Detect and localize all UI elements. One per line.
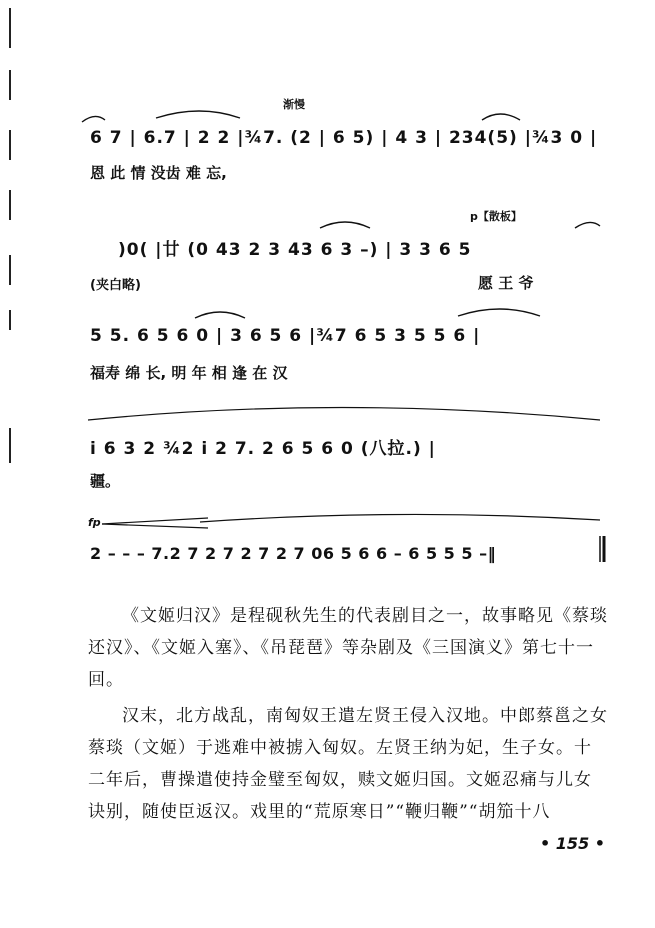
lyric-line: 愿 王 爷	[478, 274, 534, 292]
score-line: )0( |廿 (0 43 2 3 43 6 3 –) | 3 3 6 5	[118, 240, 472, 260]
margin-line	[9, 255, 11, 285]
margin-line	[9, 130, 11, 160]
score-line: 2 – – – 7.2 7 2 7 2 7 2 7 06 5 6 6 – 6 5 5 5 –‖	[90, 544, 497, 563]
score-line: 6 7 | 6.7 | 2 2 |¾7. (2 | 6 5) | 4 3 | 234(5) |¾3 0 |	[90, 128, 598, 148]
body-paragraph: 《文姬归汉》是程砚秋先生的代表剧目之一，故事略见《蔡琰还汉》、《文姬入塞》、《吊琵琶》等杂剧及《三国演义》第七十一回。	[88, 606, 608, 690]
margin-line	[9, 428, 11, 463]
margin-line	[9, 310, 11, 330]
margin-line	[9, 70, 11, 100]
margin-line	[9, 8, 11, 48]
dynamic-mark: fp	[88, 516, 101, 529]
score-line: i 6 3 2 ¾2 i 2 7. 2 6 5 6 0 (八拉.) |	[90, 439, 436, 459]
margin-line	[9, 190, 11, 220]
score-line: 5 5. 6 5 6 0 | 3 6 5 6 |¾7 6 5 3 5 5 6 |	[90, 326, 481, 346]
lyric-line: 疆。	[90, 472, 121, 490]
tempo-mark: 渐慢	[283, 98, 305, 111]
lyric-line: 福寿 绵 长, 明 年 相 逢 在 汉	[90, 364, 288, 382]
lyric-line: 恩 此 情 没齿 难 忘,	[90, 164, 227, 182]
lyric-line: (夹白略)	[90, 278, 141, 293]
page-number: • 155 •	[540, 834, 605, 853]
dynamic-mark: p【散板】	[470, 210, 522, 223]
body-paragraph: 汉末，北方战乱，南匈奴王遣左贤王侵入汉地。中郎蔡邕之女蔡琰（文姬）于逃难中被掳入匈奴。左贤王纳为妃，生子女。十二年后，曹操遣使持金璧至匈奴，赎文姬归国。文姬忍痛与儿女诀别，随使臣返汉。戏里的“荒原寒日”“鞭归鞭”“胡笳十八	[88, 706, 608, 822]
